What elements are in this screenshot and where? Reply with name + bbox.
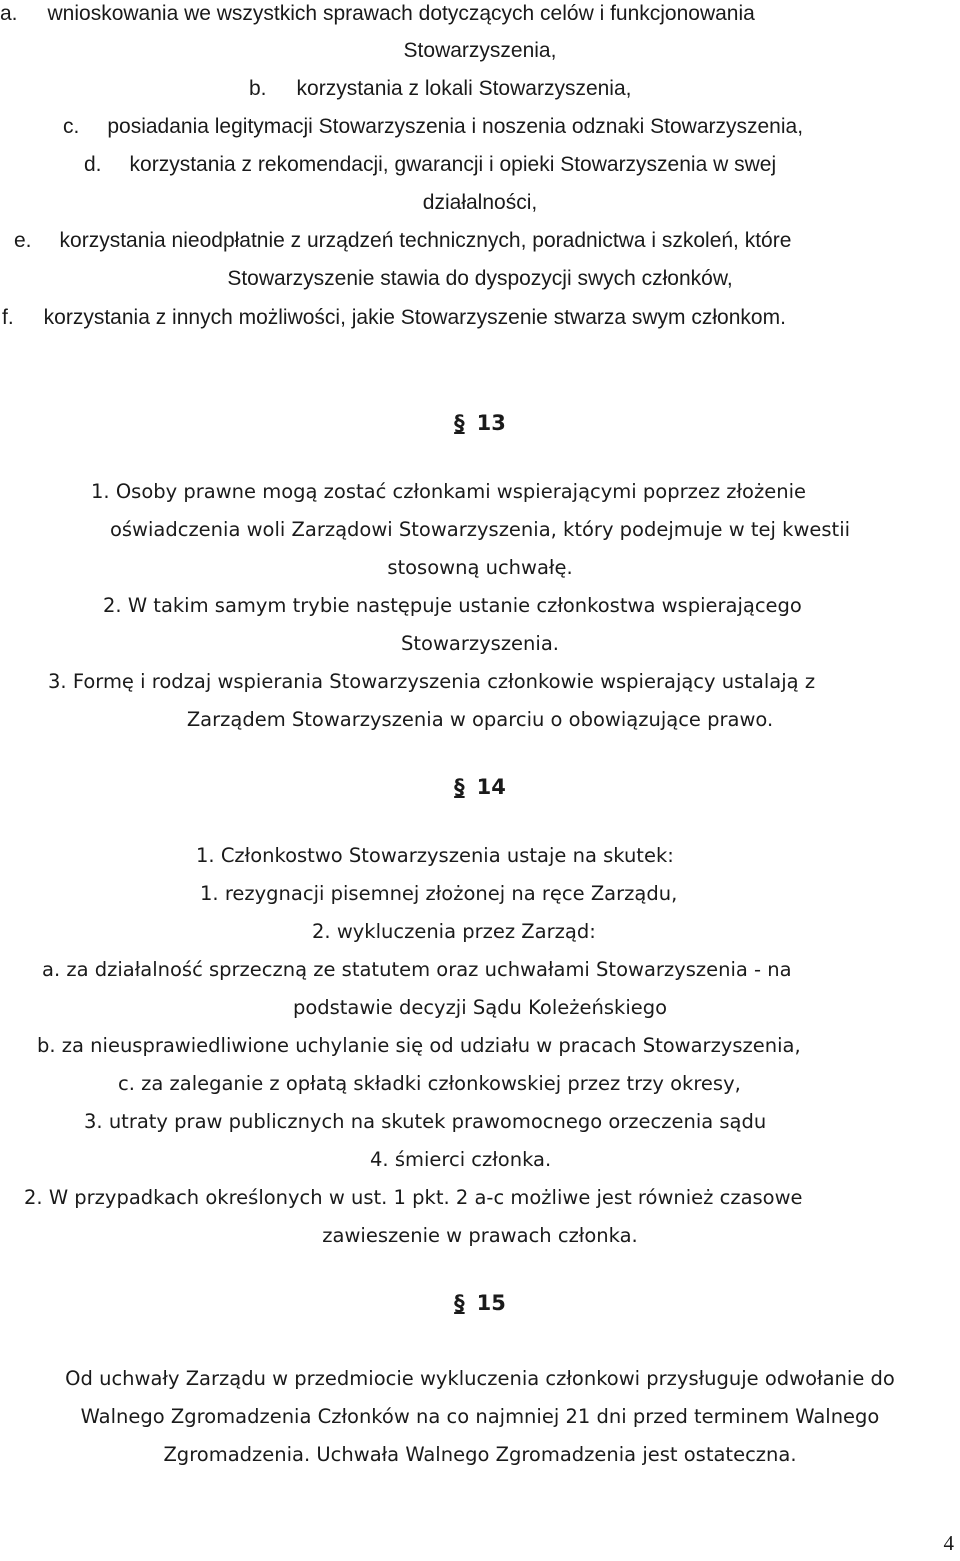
paragraph-line: Walnego Zgromadzenia Członków na co najmniej 21 dni przed terminem Walnego	[80, 1405, 880, 1428]
list-item-continuation: zawieszenie w prawach członka.	[322, 1224, 638, 1247]
list-item: c. za zaleganie z opłatą składki członkowskiej przez trzy okresy,	[118, 1072, 741, 1095]
list-item: c. posiadania legitymacji Stowarzyszenia i noszenia odznaki Stowarzyszenia,	[63, 115, 804, 138]
list-item: 1. rezygnacji pisemnej złożonej na ręce Zarządu,	[200, 882, 678, 905]
list-item-continuation: stosowną uchwałę.	[387, 556, 573, 579]
list-item: b. za nieusprawiedliwione uchylanie się od udziału w pracach Stowarzyszenia,	[37, 1034, 801, 1057]
list-item: 2. W przypadkach określonych w ust. 1 pkt. 2 a-c możliwe jest również czasowe	[24, 1186, 803, 1209]
list-item-continuation: działalności,	[422, 191, 538, 214]
list-item: 3. Formę i rodzaj wspierania Stowarzyszenia członkowie wspierający ustalają z	[48, 670, 816, 693]
list-item: b. korzystania z lokali Stowarzyszenia,	[249, 77, 632, 100]
list-item: a. wnioskowania we wszystkich sprawach dotyczących celów i funkcjonowania	[0, 2, 755, 25]
list-item: d. korzystania z rekomendacji, gwarancji i opieki Stowarzyszenia w swej	[84, 153, 777, 176]
list-item-continuation: Zarządem Stowarzyszenia w oparciu o obowiązujące prawo.	[186, 708, 774, 731]
list-item-continuation: Stowarzyszenia,	[403, 39, 557, 62]
section-heading-14: § 14	[454, 775, 506, 799]
list-item: 1. Członkostwo Stowarzyszenia ustaje na skutek:	[196, 844, 674, 867]
list-item: 4. śmierci członka.	[370, 1148, 552, 1171]
list-item: 2. W takim samym trybie następuje ustanie członkostwa wspierającego	[103, 594, 802, 617]
list-item: 2. wykluczenia przez Zarząd:	[312, 920, 596, 943]
list-item: 1. Osoby prawne mogą zostać członkami wspierającymi poprzez złożenie	[91, 480, 806, 503]
list-item: f. korzystania z innych możliwości, jakie Stowarzyszenie stwarza swym członkom.	[2, 306, 786, 329]
paragraph-line: Zgromadzenia. Uchwała Walnego Zgromadzenia jest ostateczna.	[163, 1443, 797, 1466]
list-item: 3. utraty praw publicznych na skutek prawomocnego orzeczenia sądu	[84, 1110, 767, 1133]
list-item-continuation: podstawie decyzji Sądu Koleżeńskiego	[292, 996, 668, 1019]
list-item-continuation: Stowarzyszenia.	[401, 632, 559, 655]
section-heading-15: § 15	[454, 1291, 506, 1315]
list-item: e. korzystania nieodpłatnie z urządzeń technicznych, poradnictwa i szkoleń, które	[14, 229, 792, 252]
page-number: 4	[943, 1531, 954, 1555]
list-item-continuation: Stowarzyszenie stawia do dyspozycji swych członków,	[227, 267, 733, 290]
list-item-continuation: oświadczenia woli Zarządowi Stowarzyszenia, który podejmuje w tej kwestii	[109, 518, 851, 541]
list-item: a. za działalność sprzeczną ze statutem oraz uchwałami Stowarzyszenia - na	[42, 958, 792, 981]
paragraph-line: Od uchwały Zarządu w przedmiocie wykluczenia członkowi przysługuje odwołanie do	[65, 1367, 895, 1390]
section-heading-13: § 13	[454, 411, 506, 435]
